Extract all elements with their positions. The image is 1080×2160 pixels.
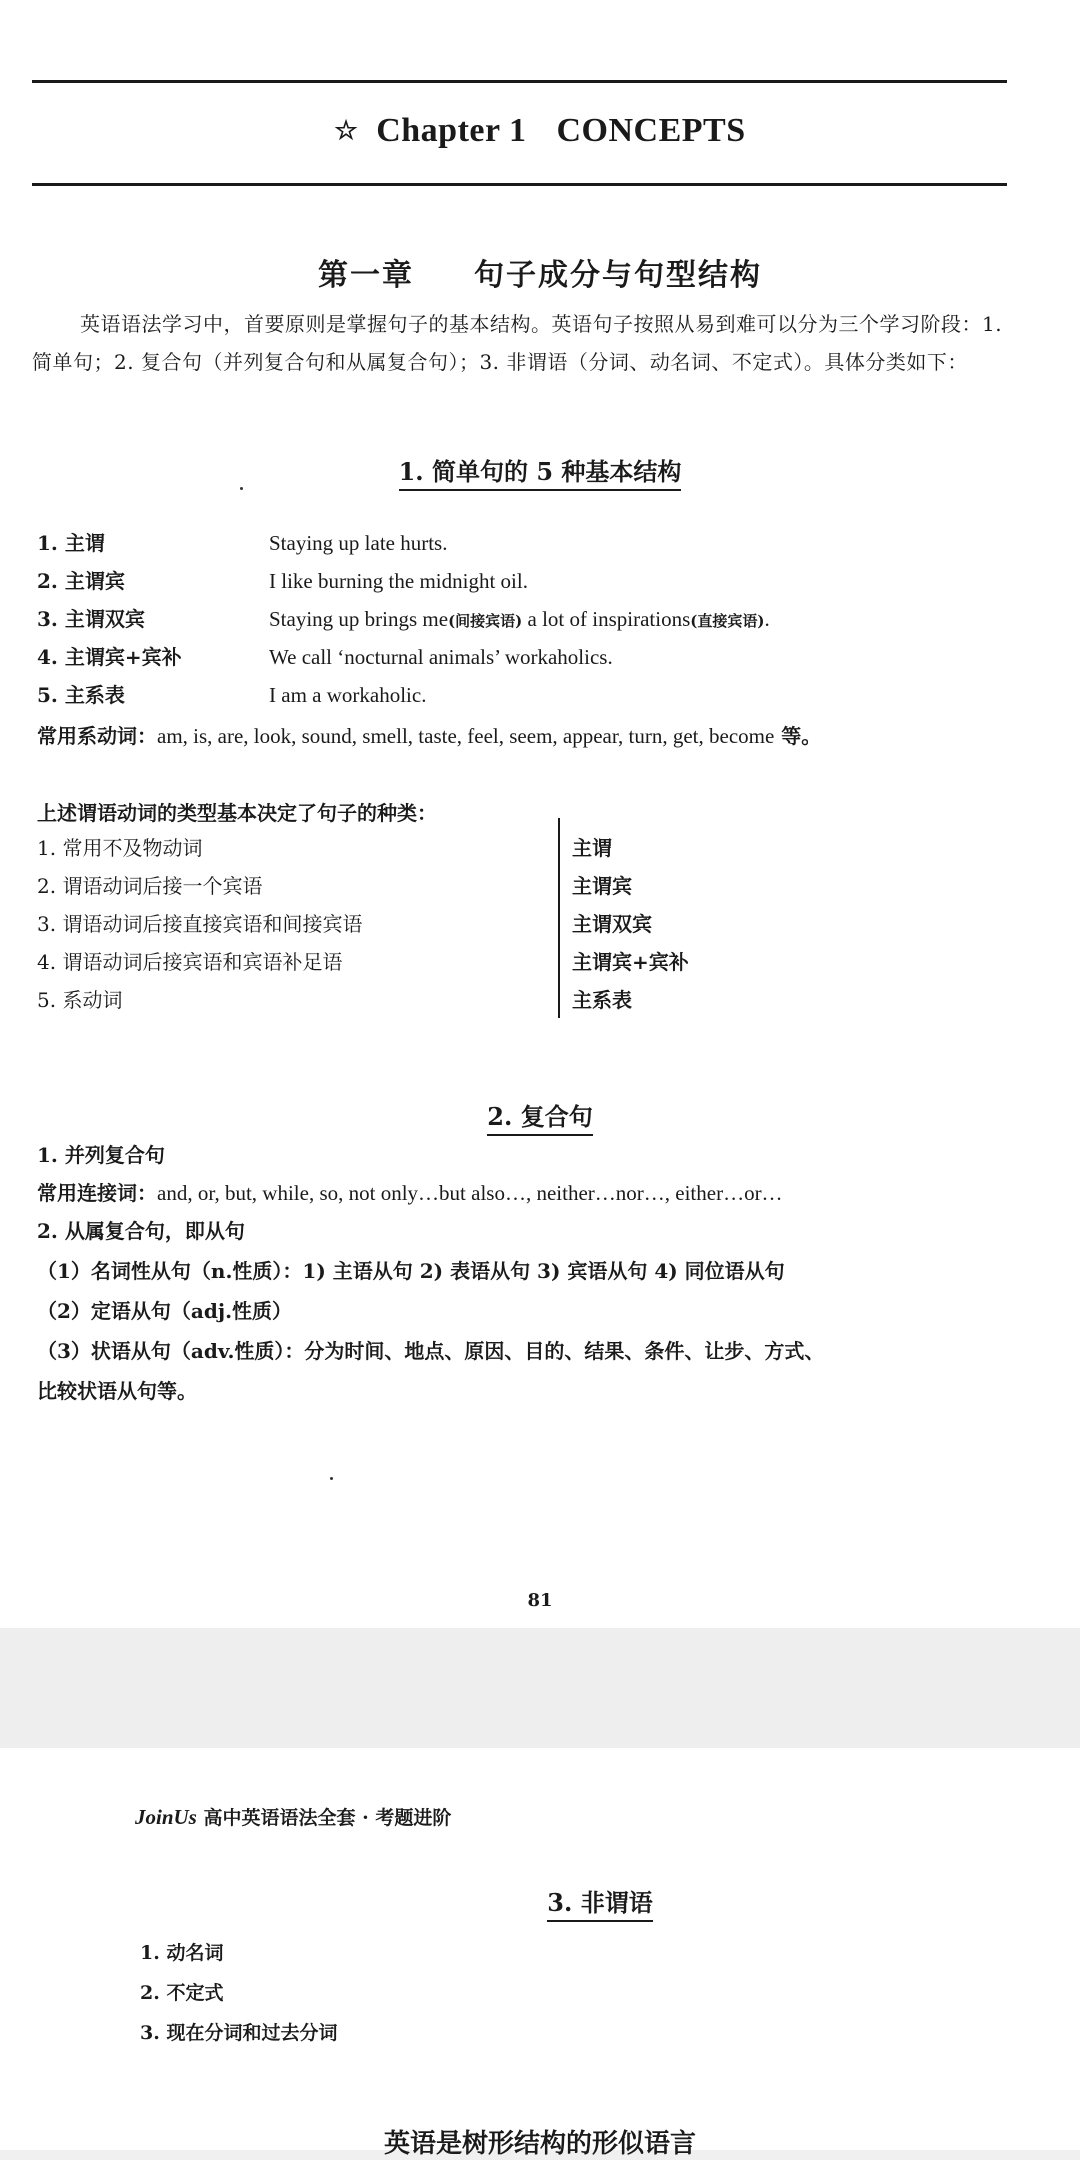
structure-label: 1. 主谓	[37, 531, 105, 555]
subordinate-clause-heading: 2. 从属复合句，即从句	[37, 1219, 245, 1243]
verb-type: 5. 系动词	[37, 988, 123, 1012]
book-title: 高中英语语法全套 · 考题进阶	[196, 1807, 452, 1829]
verb-type-row	[37, 947, 737, 977]
structure-label: 5. 主系表	[37, 683, 125, 707]
bottom-rule	[32, 183, 1007, 186]
speck	[240, 487, 243, 490]
structure-example: Staying up brings me(间接宾语) a lot of inspirations(直接宾语).	[269, 607, 770, 631]
running-header	[135, 1803, 451, 1830]
section1-heading: 1. 简单句的 5 种基本结构	[0, 452, 1080, 487]
speck	[330, 1477, 333, 1480]
sentence-pattern: 主谓	[572, 836, 612, 860]
page-gap	[0, 1628, 1080, 1748]
cn-chapter-number: 第一章	[318, 258, 414, 293]
verb-types-heading: 上述谓语动词的类型基本决定了句子的种类：	[37, 801, 437, 825]
list-item: 3. 现在分词和过去分词	[140, 2022, 338, 2044]
chapter-label: Chapter 1	[376, 112, 527, 149]
sentence-pattern: 主谓双宾	[572, 912, 652, 936]
structure-label: 2. 主谓宾	[37, 569, 125, 593]
structure-example: Staying up late hurts.	[269, 531, 448, 555]
chapter-heading	[0, 112, 1080, 150]
verb-type-row	[37, 833, 737, 863]
section3-heading: 3. 非谓语	[60, 1883, 1080, 1918]
structure-example: I like burning the midnight oil.	[269, 569, 528, 593]
linking-label: 常用系动词：	[37, 724, 157, 748]
conj-label: 常用连接词：	[37, 1181, 157, 1205]
verb-type-row	[37, 871, 737, 901]
verb-type-row	[37, 909, 737, 939]
adverbial-clause-line-2: 比较状语从句等。	[37, 1379, 197, 1403]
section2-heading: 2. 复合句	[0, 1097, 1080, 1132]
structure-label: 4. 主谓宾+宾补	[37, 645, 182, 669]
page-number: 81	[527, 1590, 553, 1611]
structure-label: 3. 主谓双宾	[37, 607, 145, 631]
linking-verbs: am, is, are, look, sound, smell, taste, feel, seem, appear, turn, get, become	[157, 724, 775, 748]
chinese-chapter-title	[0, 250, 1080, 294]
verb-type-row	[37, 985, 737, 1015]
verb-type: 3. 谓语动词后接直接宾语和间接宾语	[37, 912, 363, 936]
structure-example: I am a workaholic.	[269, 683, 427, 707]
conj-list: and, or, but, while, so, not only…but also…, neither…nor…, either…or…	[157, 1181, 783, 1205]
bottom-heading: 英语是树形结构的形似语言	[383, 2129, 696, 2159]
sentence-pattern: 主系表	[572, 988, 632, 1012]
sentence-pattern: 主谓宾+宾补	[572, 950, 689, 974]
list-item: 2. 不定式	[140, 1982, 224, 2004]
page-82	[0, 1748, 1080, 2159]
list-item: 1. 动名词	[140, 1942, 224, 1964]
top-rule	[32, 80, 1007, 83]
verb-type: 4. 谓语动词后接宾语和宾语补足语	[37, 950, 343, 974]
noun-clause-line: （1）名词性从句（n.性质）：1) 主语从句 2) 表语从句 3) 宾语从句 4) 同位语从句	[37, 1259, 785, 1283]
coordinate-clause-heading: 1. 并列复合句	[37, 1143, 165, 1167]
sentence-pattern: 主谓宾	[572, 874, 632, 898]
chapter-title: CONCEPTS	[556, 112, 746, 149]
linking-verbs-line	[37, 720, 821, 749]
intro-paragraph: 英语语法学习中，首要原则是掌握句子的基本结构。英语句子按照从易到难可以分为三个学习阶段：1. 简单句；2. 复合句（并列复合句和从属复合句）；3. 非谓语（分词、动名词、不定式）。具体分类如下：	[32, 312, 1003, 374]
adverbial-clause-line: （3）状语从句（adv.性质）：分为时间、地点、原因、目的、结果、条件、让步、方式、	[37, 1339, 825, 1363]
conjunctions-line	[37, 1178, 783, 1208]
brand-name: JoinUs	[135, 1805, 197, 1829]
linking-suffix: 等。	[774, 724, 822, 748]
star-icon: ☆	[334, 116, 359, 145]
cn-chapter-name: 句子成分与句型结构	[474, 258, 762, 293]
verb-type: 1. 常用不及物动词	[37, 836, 203, 860]
attributive-clause-line: （2）定语从句（adj.性质）	[37, 1299, 293, 1323]
structure-example: We call ‘nocturnal animals’ workaholics.	[269, 645, 613, 669]
verb-type: 2. 谓语动词后接一个宾语	[37, 874, 263, 898]
